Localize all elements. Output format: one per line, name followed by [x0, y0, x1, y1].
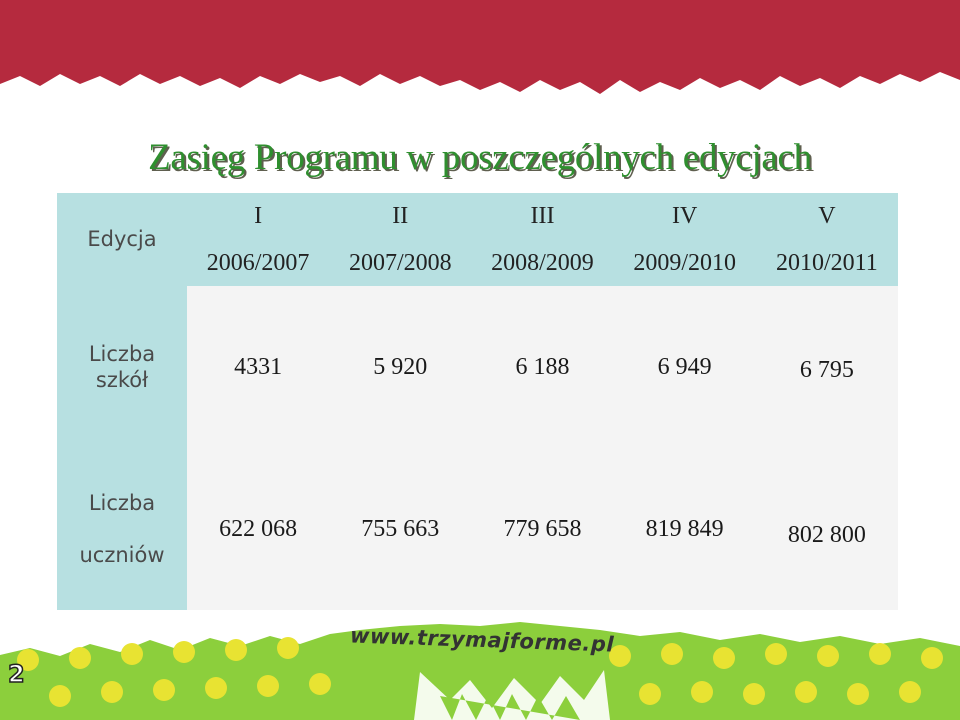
- table-cell: 819 849: [614, 448, 756, 610]
- edition-numeral: I: [254, 202, 263, 229]
- table-cell: 802 800: [756, 448, 898, 610]
- edition-numeral: IV: [671, 202, 698, 229]
- table-cell: 779 658: [471, 448, 613, 610]
- edition-header: [614, 193, 756, 286]
- edition-years: 2008/2009: [491, 249, 594, 276]
- page-number: 2: [8, 660, 25, 688]
- table-row: [57, 286, 898, 448]
- table-cell: 5 920: [329, 286, 471, 448]
- website-url: www.trzymajforme.pl: [349, 623, 615, 657]
- edition-header: [471, 193, 613, 286]
- edition-numeral: III: [530, 202, 555, 229]
- footer-grass-decoration: [0, 600, 960, 720]
- edition-years: 2006/2007: [206, 249, 310, 276]
- row-label-line: szkół: [95, 368, 149, 392]
- row-label: [57, 286, 187, 448]
- edition-header: [756, 193, 898, 286]
- row-label-line: uczniów: [79, 543, 165, 567]
- table-header-row: [57, 193, 898, 286]
- table-cell: 755 663: [329, 448, 471, 610]
- edition-header: [187, 193, 329, 286]
- editions-table: [57, 193, 898, 610]
- top-banner: [0, 0, 960, 110]
- row-label-line: Liczba: [88, 341, 156, 366]
- edition-years: 2010/2011: [775, 249, 878, 276]
- table-cell: 6 795: [756, 286, 898, 448]
- corner-label: [57, 193, 187, 286]
- edition-years: 2009/2010: [633, 249, 736, 276]
- row-label-line: Liczba: [88, 490, 156, 515]
- page-title: Zasięg Programu w poszczególnych edycjach: [148, 137, 812, 178]
- edition-numeral: V: [818, 202, 836, 229]
- corner-label-text: Edycja: [87, 227, 157, 252]
- edition-header: [329, 193, 471, 286]
- edition-numeral: II: [392, 202, 409, 229]
- table-cell: 4331: [187, 286, 329, 448]
- row-label: [57, 448, 187, 610]
- table-cell: 622 068: [187, 448, 329, 610]
- table-cell: 6 188: [471, 286, 613, 448]
- table-cell: 6 949: [614, 286, 756, 448]
- edition-years: 2007/2008: [348, 249, 452, 276]
- table-row: [57, 448, 898, 610]
